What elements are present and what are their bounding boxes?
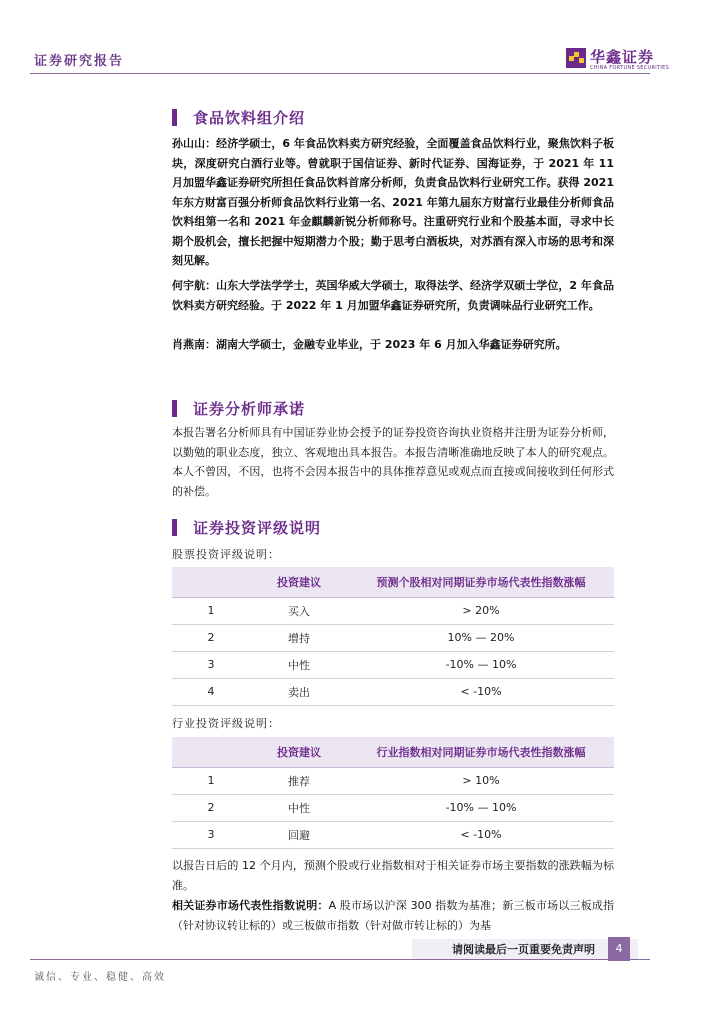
table-row xyxy=(172,597,614,624)
stock-rating-table xyxy=(172,567,614,706)
company-logo xyxy=(566,46,670,72)
industry-rating-label: 行业投资评级说明： xyxy=(172,717,280,730)
team-section-title: 食品饮料组介绍 xyxy=(193,109,306,127)
table-header-row xyxy=(172,567,614,597)
index-description-text: A 股市场以沪深 300 指数为基准；新三板市场以三板成指（针对协议转让标的）或三板做市指数（针对做市转让标的）为基 xyxy=(172,899,614,932)
column-header: 预测个股相对同期证券市场代表性指数涨幅 xyxy=(348,567,614,597)
section-marker xyxy=(172,109,177,126)
index-description-lead: 相关证券市场代表性指数说明： xyxy=(172,899,329,912)
footer-divider xyxy=(30,959,650,960)
table-cell: < -10% xyxy=(348,678,614,705)
column-header: 行业指数相对同期证券市场代表性指数涨幅 xyxy=(348,737,614,767)
page-number: 4 xyxy=(608,937,630,961)
table-cell: 3 xyxy=(172,821,250,848)
logo-icon xyxy=(566,48,586,68)
column-header: 投资建议 xyxy=(250,567,348,597)
report-type-label: 证券研究报告 xyxy=(34,54,125,69)
table-cell: 买入 xyxy=(250,597,348,624)
table-cell: 卖出 xyxy=(250,678,348,705)
table-cell: 中性 xyxy=(250,651,348,678)
table-row xyxy=(172,767,614,794)
column-header xyxy=(172,567,250,597)
member-bio-xiao: 肖燕南：湖南大学硕士，金融专业毕业，于 2023 年 6 月加入华鑫证券研究所。 xyxy=(172,338,567,351)
table-cell: 1 xyxy=(172,767,250,794)
table-row xyxy=(172,794,614,821)
table-cell: 4 xyxy=(172,678,250,705)
table-cell: 回避 xyxy=(250,821,348,848)
table-cell: < -10% xyxy=(348,821,614,848)
table-cell: 中性 xyxy=(250,794,348,821)
commitment-section-title: 证券分析师承诺 xyxy=(193,400,306,418)
table-cell: 推荐 xyxy=(250,767,348,794)
stock-rating-label: 股票投资评级说明： xyxy=(172,548,280,561)
table-row xyxy=(172,678,614,705)
table-cell: 3 xyxy=(172,651,250,678)
table-row xyxy=(172,651,614,678)
rating-section-heading xyxy=(172,517,321,538)
logo-subtitle: CHINA FORTUNE SECURITIES xyxy=(590,65,670,71)
member-bio-he: 何宇航：山东大学法学学士，英国华威大学硕士，取得法学、经济学双硕士学位，2 年食品饮料卖方研究经验。于 2022 年 1 月加盟华鑫证券研究所，负责调味品行业研究工作。 xyxy=(172,279,614,312)
logo-name: 华鑫证券 xyxy=(590,48,655,66)
table-header-row xyxy=(172,737,614,767)
table-cell: > 10% xyxy=(348,767,614,794)
team-section-heading xyxy=(172,107,305,128)
page-header xyxy=(0,0,724,76)
index-description xyxy=(172,896,614,935)
commitment-text: 本报告署名分析师具有中国证券业协会授予的证券投资咨询执业资格并注册为证券分析师，以勤勉的职业态度，独立、客观地出具本报告。本报告清晰准确地反映了本人的研究观点。本人不曾因，不因，也将不会因本报告中的具体推荐意见或观点而直接或间接收到任何形式的补偿。 xyxy=(172,426,614,498)
rating-section-title: 证券投资评级说明 xyxy=(193,519,322,537)
column-header: 投资建议 xyxy=(250,737,348,767)
industry-rating-table xyxy=(172,737,614,849)
table-cell: 10% — 20% xyxy=(348,624,614,651)
disclaimer-link[interactable]: 请阅读最后一页重要免责声明 xyxy=(452,943,595,956)
table-cell: 增持 xyxy=(250,624,348,651)
commitment-section-heading xyxy=(172,398,305,419)
table-row xyxy=(172,624,614,651)
table-cell: -10% — 10% xyxy=(348,651,614,678)
table-cell: -10% — 10% xyxy=(348,794,614,821)
member-bio-sun: 孙山山：经济学硕士，6 年食品饮料卖方研究经验，全面覆盖食品饮料行业，聚焦饮料子板块，深度研究白酒行业等。曾就职于国信证券、新时代证券、国海证券，于 2021 年 11 月加盟华鑫证券研究所担任食品饮料首席分析师，负责食品饮料行业研究工作。获得 2021 年东方财富百强分析师食品饮料行业第一名、2021 年第九届东方财富行业最佳分析师食品饮料组第一名和 2021 年金麒麟新锐分析师称号。注重研究行业和个股基本面，寻求中长期个股机会，擅长把握中短期潜力个股；勤于思考白酒板块，对苏酒有深入市场的思考和深刻见解。 xyxy=(172,137,614,267)
table-cell: 2 xyxy=(172,794,250,821)
table-cell: > 20% xyxy=(348,597,614,624)
section-marker xyxy=(172,400,177,417)
section-marker xyxy=(172,519,177,536)
header-divider xyxy=(30,73,650,74)
table-row xyxy=(172,821,614,848)
column-header xyxy=(172,737,250,767)
table-cell: 1 xyxy=(172,597,250,624)
table-cell: 2 xyxy=(172,624,250,651)
rating-standard-note: 以报告日后的 12 个月内，预测个股或行业指数相对于相关证券市场主要指数的涨跌幅为标准。 xyxy=(172,859,614,892)
company-motto: 诚信、专业、稳健、高效 xyxy=(34,972,166,983)
